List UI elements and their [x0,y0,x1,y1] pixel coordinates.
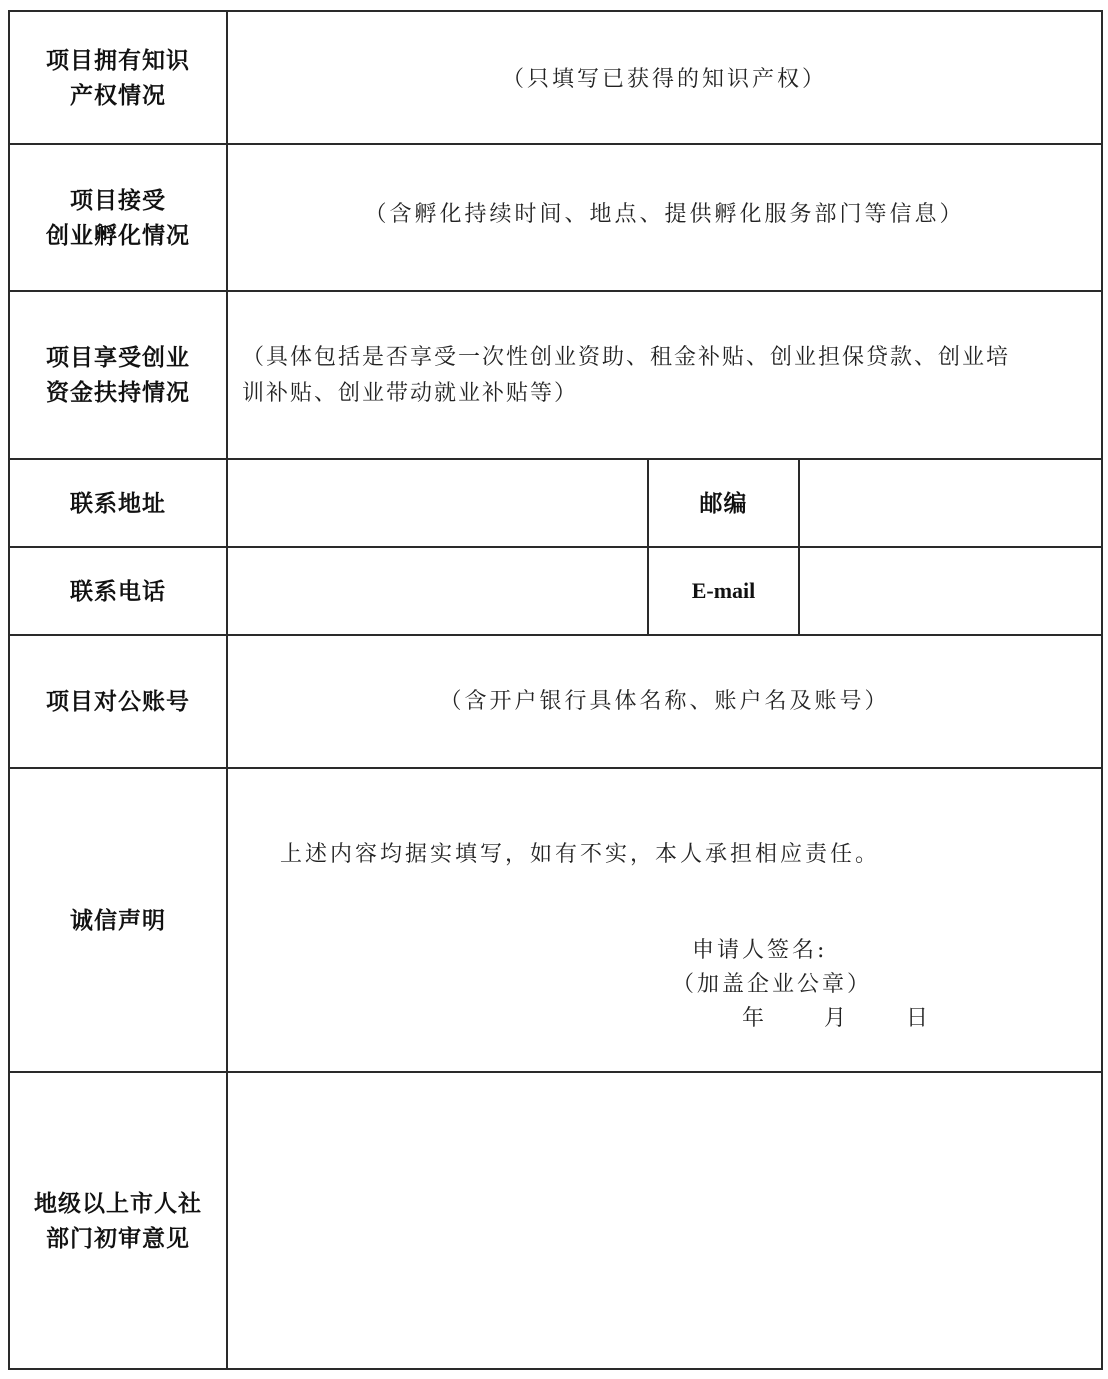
incubation-label-line1: 项目接受 [70,186,166,214]
funding-label-cell [9,291,227,459]
ip-row [9,11,1102,144]
incubation-field[interactable] [227,144,1102,291]
funding-hint-line1: （具体包括是否享受一次性创业资助、租金补贴、创业担保贷款、创业培 [242,345,1011,370]
day-label: 日 [906,1006,929,1031]
review-label-line2: 部门初审意见 [46,1224,190,1252]
account-field[interactable] [227,635,1102,768]
declaration-cell [227,768,1102,1072]
application-form-table [8,10,1103,1370]
declaration-label: 诚信声明 [9,768,227,1072]
review-label-cell [9,1072,227,1369]
account-hint: （含开户银行具体名称、账户名及账号） [439,688,890,714]
incubation-row [9,144,1102,291]
declaration-text: 上述内容均据实填写，如有不实，本人承担相应责任。 [280,842,881,867]
funding-label-line2: 资金扶持情况 [46,379,190,406]
address-input[interactable] [227,459,648,547]
postcode-input[interactable] [799,459,1102,547]
date-line [742,1001,928,1032]
year-label: 年 [742,1006,765,1031]
funding-label-line1: 项目享受创业 [46,344,190,371]
incubation-label-line2: 创业孵化情况 [46,221,190,249]
declaration-row [9,768,1102,1072]
review-row [9,1072,1102,1369]
incubation-label-cell [9,144,227,291]
funding-hint-line2: 训补贴、创业带动就业补贴等） [242,381,579,406]
address-row [9,459,1102,547]
funding-field[interactable] [227,291,1102,459]
address-label: 联系地址 [9,459,227,547]
postcode-label: 邮编 [648,459,799,547]
account-label: 项目对公账号 [9,635,227,768]
review-label-line1: 地级以上市人社 [34,1189,202,1217]
funding-row [9,291,1102,459]
phone-row [9,547,1102,635]
account-row [9,635,1102,768]
seal-label: （加盖企业公章） [672,972,873,997]
ip-label-cell [9,11,227,144]
ip-label-line1: 项目拥有知识 [46,46,190,74]
ip-label-line2: 产权情况 [70,81,166,109]
ip-hint: （只填写已获得的知识产权） [502,67,828,92]
incubation-hint: （含孵化持续时间、地点、提供孵化服务部门等信息） [364,202,965,227]
review-field[interactable] [227,1072,1102,1369]
ip-field[interactable] [227,11,1102,144]
signature-label: 申请人签名: [692,938,828,963]
email-label: E-mail [648,547,799,635]
month-label: 月 [824,1006,847,1031]
email-input[interactable] [799,547,1102,635]
phone-input[interactable] [227,547,648,635]
phone-label: 联系电话 [9,547,227,635]
